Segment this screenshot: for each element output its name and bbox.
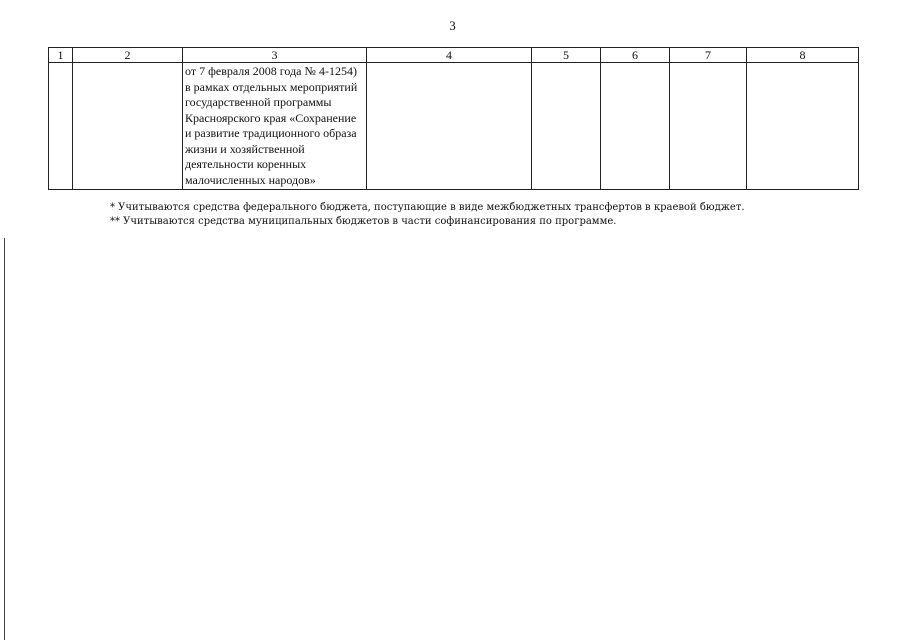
table-cell [532, 63, 601, 190]
description-line: от 7 февраля 2008 года № 4-1254) [185, 64, 357, 78]
column-header: 4 [367, 48, 532, 63]
table-row [49, 63, 859, 190]
table-cell [367, 63, 532, 190]
description-line: и развитие традиционного образа [185, 126, 357, 140]
column-header: 6 [601, 48, 670, 63]
description-line: малочисленных народов» [185, 172, 316, 187]
column-header: 7 [670, 48, 747, 63]
column-header: 2 [73, 48, 183, 63]
column-header: 3 [183, 48, 367, 63]
column-header: 1 [49, 48, 73, 63]
scan-margin-line [4, 238, 5, 640]
column-header: 5 [532, 48, 601, 63]
description-line: Красноярского края «Сохранение [185, 110, 357, 125]
table-cell [49, 63, 73, 190]
footnote-federal: * Учитываются средства федерального бюджета, поступающие в виде межбюджетных трансфертов в краевой бюджет. [110, 202, 745, 213]
footnote-municipal: ** Учитываются средства муниципальных бюджетов в части софинансирования по программе. [110, 216, 617, 227]
table-cell [73, 63, 183, 190]
table-cell [747, 63, 859, 190]
description-line: деятельности коренных [185, 157, 307, 171]
description-line: государственной программы [185, 95, 332, 109]
description-line: жизни и хозяйственной [185, 141, 305, 156]
page-number: 3 [449, 18, 456, 33]
budget-table [48, 47, 859, 190]
table-header-row [49, 48, 859, 63]
description-line: в рамках отдельных мероприятий [185, 79, 358, 94]
table-cell-description [183, 63, 367, 190]
table-cell [601, 63, 670, 190]
column-header: 8 [747, 48, 859, 63]
footnotes [110, 201, 745, 229]
table-cell [670, 63, 747, 190]
